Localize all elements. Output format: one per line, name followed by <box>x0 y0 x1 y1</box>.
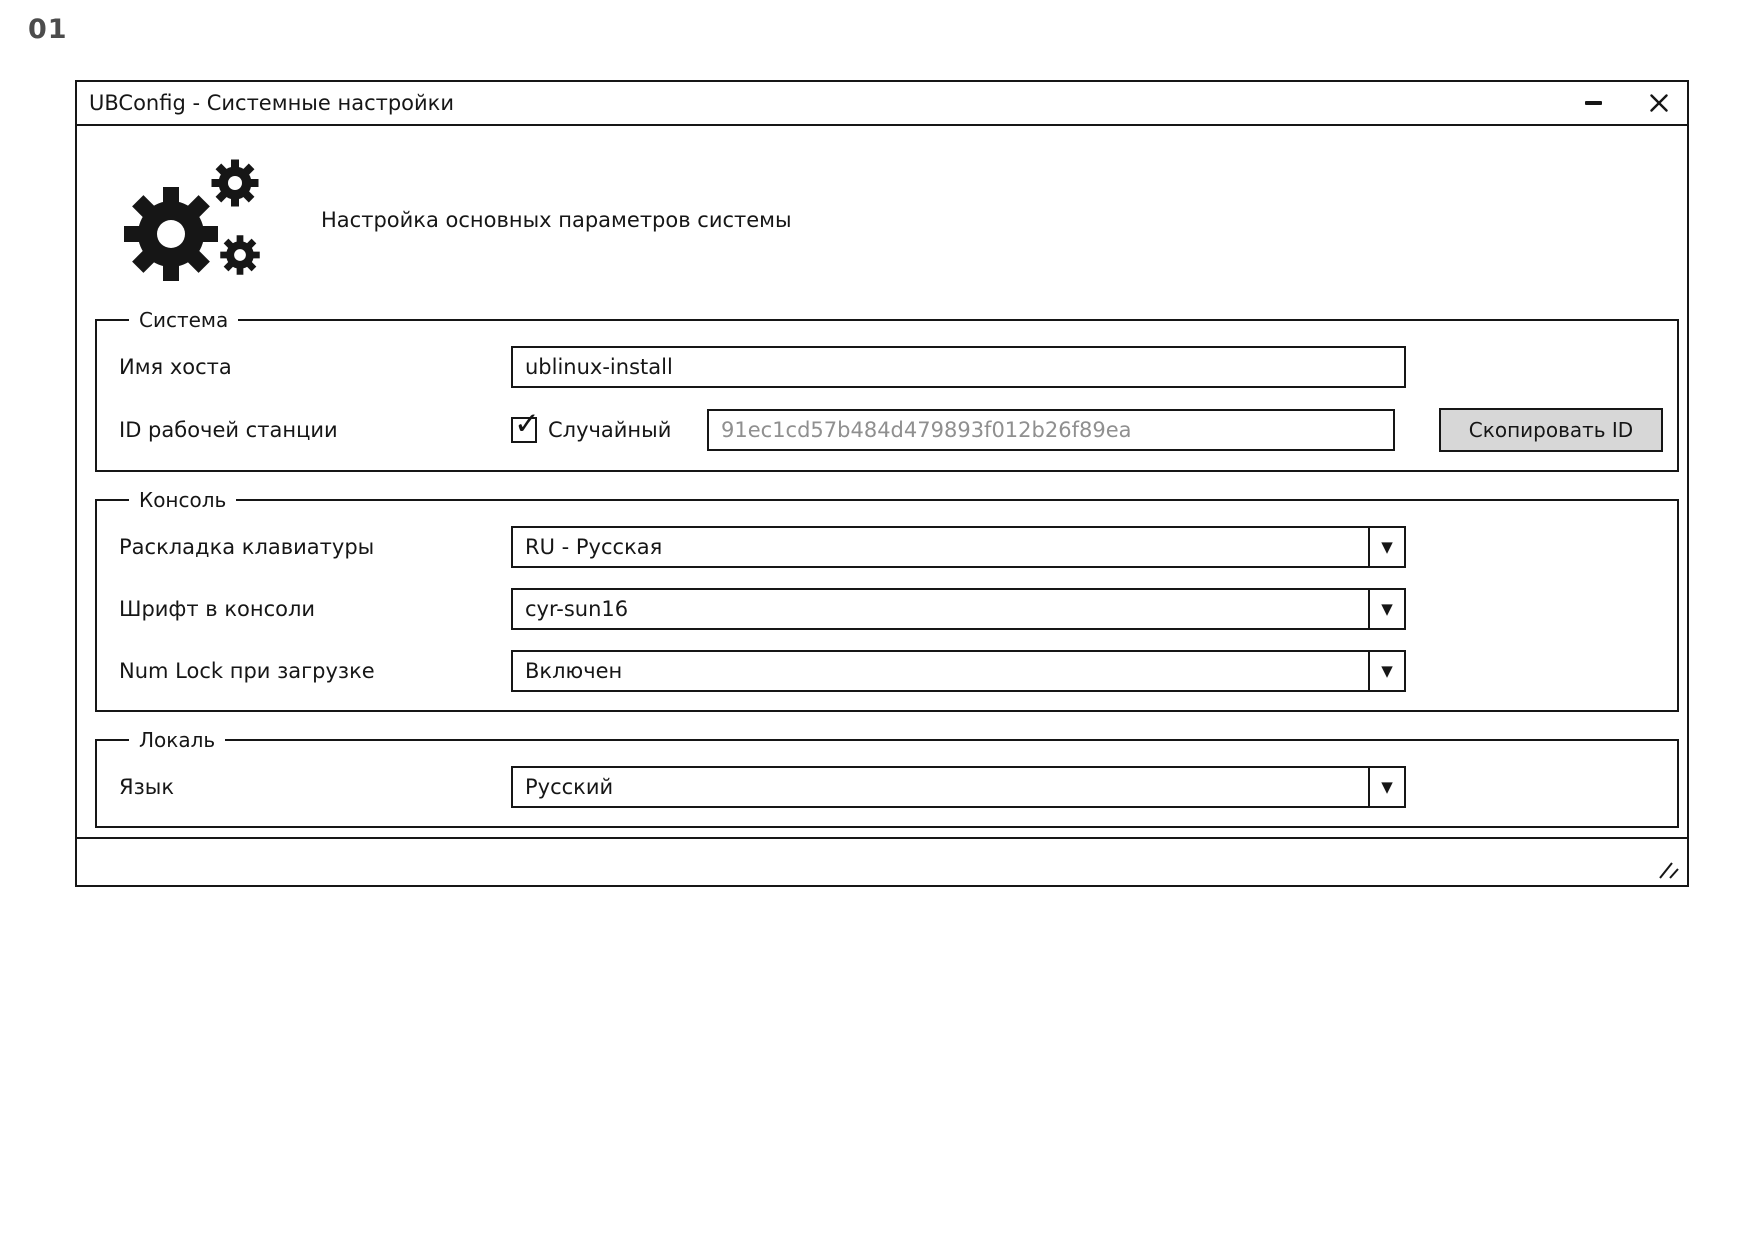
hostname-row <box>119 346 1663 388</box>
numlock-dropdown-button[interactable] <box>1368 652 1404 690</box>
workstation-id-label: ID рабочей станции <box>119 418 338 442</box>
keyboard-layout-label: Раскладка клавиатуры <box>119 535 375 559</box>
close-button[interactable] <box>1647 91 1671 115</box>
numlock-select[interactable] <box>511 650 1406 692</box>
random-checkbox-group[interactable] <box>511 406 707 443</box>
console-font-row <box>119 588 1663 630</box>
keyboard-layout-value: RU - Русская <box>525 535 663 559</box>
group-system-legend: Система <box>139 308 229 332</box>
ubconfig-window <box>75 80 1689 887</box>
language-dropdown-button[interactable] <box>1368 768 1404 806</box>
window-header <box>121 152 1679 288</box>
window-title: UBConfig - Системные настройки <box>89 91 455 115</box>
group-system <box>95 308 1679 472</box>
numlock-value: Включен <box>525 659 623 683</box>
language-row <box>119 766 1663 808</box>
caret-down-icon: ▼ <box>1381 537 1393 556</box>
numlock-row <box>119 650 1663 692</box>
random-checkbox[interactable] <box>511 406 540 443</box>
page-number: 01 <box>28 14 68 45</box>
console-font-label: Шрифт в консоли <box>119 597 316 621</box>
group-locale <box>95 728 1679 828</box>
minimize-button[interactable] <box>1581 91 1605 115</box>
keyboard-layout-select[interactable] <box>511 526 1406 568</box>
group-console <box>95 488 1679 712</box>
statusbar <box>77 837 1687 885</box>
caret-down-icon: ▼ <box>1381 599 1393 618</box>
hostname-label: Имя хоста <box>119 355 232 379</box>
group-locale-legend: Локаль <box>139 728 216 752</box>
group-console-legend: Консоль <box>139 488 227 512</box>
window-titlebar[interactable] <box>77 82 1687 126</box>
window-body <box>77 152 1687 828</box>
console-font-select[interactable] <box>511 588 1406 630</box>
window-subtitle: Настройка основных параметров системы <box>321 208 792 232</box>
caret-down-icon: ▼ <box>1381 661 1393 680</box>
language-select[interactable] <box>511 766 1406 808</box>
keyboard-layout-dropdown-button[interactable] <box>1368 528 1404 566</box>
copy-id-button[interactable]: Скопировать ID <box>1439 408 1663 452</box>
close-icon <box>1649 93 1669 113</box>
random-checkbox-label: Случайный <box>548 418 672 442</box>
console-font-dropdown-button[interactable] <box>1368 590 1404 628</box>
check-icon: ✓ <box>514 406 540 442</box>
language-value: Русский <box>525 775 614 799</box>
hostname-input[interactable] <box>511 346 1406 388</box>
gears-icon <box>121 152 271 288</box>
workstation-id-input[interactable] <box>707 409 1395 451</box>
minimize-icon <box>1585 101 1602 105</box>
keyboard-layout-row <box>119 526 1663 568</box>
numlock-label: Num Lock при загрузке <box>119 659 375 683</box>
console-font-value: cyr-sun16 <box>525 597 629 621</box>
language-label: Язык <box>119 775 175 799</box>
caret-down-icon: ▼ <box>1381 777 1393 796</box>
workstation-id-row <box>119 408 1663 452</box>
resize-grip-icon[interactable] <box>1657 862 1679 879</box>
